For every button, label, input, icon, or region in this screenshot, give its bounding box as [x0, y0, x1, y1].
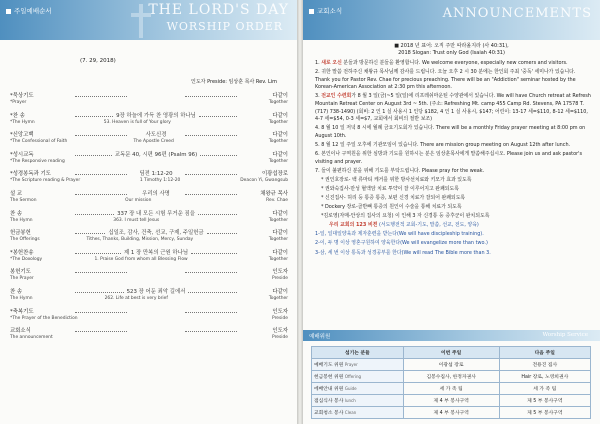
order-item-en: [78, 316, 240, 321]
order-label-en: *The Doxology: [10, 256, 43, 262]
notice-number: 7.: [315, 167, 320, 174]
order-leader-en: Preside: [272, 276, 288, 282]
leader-dots: [75, 269, 127, 273]
vision-item: 2-이, 두 명 이상 영혼구원하여 양육한다(We will evangelize more than two.): [315, 240, 488, 247]
order-row: [10, 90, 288, 110]
order-leader: 인도자: [272, 308, 288, 315]
order-item-en: 1 Timothy 1:12-20: [139, 178, 181, 184]
prayer-request: * Dockery 장로-골반뼈 통증의 원인이 수술을 통해 치료가 되도록: [321, 204, 462, 211]
order-label-en: *The Scripture reading & Prayer: [10, 178, 81, 184]
duty-section-title: 예배위원: [309, 334, 331, 340]
order-label-en: The Prayer: [10, 276, 34, 282]
order-item-en: [26, 100, 240, 105]
order-row: [10, 266, 288, 286]
order-leader: 인도자: [272, 328, 288, 335]
notice-number: 2.: [315, 69, 320, 76]
order-leader: 다같이: [272, 93, 288, 99]
duty-role: [312, 371, 404, 383]
order-item-en: Our mission: [125, 197, 152, 203]
leader-dots: [75, 152, 112, 156]
order-leader: 다같이: [272, 249, 289, 256]
leader-dots: [185, 328, 237, 332]
order-row: [10, 247, 288, 267]
leader-dots: [75, 250, 121, 254]
duty-role-kr: 예배기도 위원: [314, 363, 344, 368]
section-tag: [309, 6, 342, 15]
notice-item: [315, 125, 591, 140]
order-item-en: 363. I must tell Jesus: [113, 217, 160, 223]
notice-item: [315, 60, 591, 68]
order-leader-en: Rev. Chae: [266, 197, 288, 203]
prayer-request: * 권인호장로- 백 류마티 케거를 위한 방사선치료와 키모가 효과 있도록: [321, 176, 472, 183]
order-item: 9장 하늘에 가득 찬 영광의 하나님: [116, 112, 196, 119]
left-header-banner: [0, 0, 297, 40]
order-leader-en: Together: [268, 237, 288, 243]
duty-next-week: Hair 장로, 노영희권사: [499, 371, 590, 383]
order-label-en: *The Responsive reading: [10, 158, 65, 164]
order-label: *찬 송: [10, 112, 25, 119]
notice-text: 귀한 말씀 전하주신 채왕규 목사님께 감사를 드립니다. 오늘 오후 2 시 30 분에는 한인회 주최 '중독' 세미나가 있습니다.: [321, 69, 576, 76]
notice-number: 6.: [315, 151, 320, 158]
leader-dots: [75, 171, 127, 175]
order-leader-en: Preside: [272, 315, 288, 321]
order-item-en: The Apostle Creed: [133, 139, 174, 145]
worship-order-list: [10, 90, 288, 345]
notice-text: 8 월 10 일 저녁 8 시에 월례 금요기도회가 있습니다. There will be a monthly Friday prayer meeting at 8:00 pm on August 10th.: [315, 125, 586, 139]
vision-title: 우리 교회의 123 비젼: [329, 222, 378, 229]
notice-text-en: We welcome everyone, especially new comers and visitors.: [422, 60, 568, 66]
order-label: 설 교: [10, 190, 23, 197]
duty-row: [312, 383, 591, 395]
order-label-en: *The Hymn: [10, 119, 35, 125]
order-leader-en: Together: [268, 256, 288, 262]
leader-dots: [185, 93, 237, 97]
duty-next-week: 세 가 족 팀: [499, 383, 590, 395]
order-leader: 다같이: [272, 230, 288, 237]
order-row: [10, 149, 288, 169]
duty-role-en: Offering: [344, 374, 362, 379]
leader-dots: [207, 230, 237, 234]
order-item: 십일조, 감사, 건축, 선교, 구제, 주일헌금: [108, 230, 204, 237]
notice-text: 8 월 12 일 주일 오후에 기관모임이 있습니다. There are mission group meeting on August 12th after lunch.: [321, 141, 571, 148]
order-leader: 다같이: [272, 112, 289, 119]
order-leader-en: Together: [268, 100, 288, 105]
leader-dots: [75, 309, 127, 313]
duty-this-week: 세 가 족 팀: [403, 383, 499, 395]
order-label-en: The Hymn: [10, 217, 33, 223]
notice-text: 분들과 방문하신 분들을 환영합니다.: [341, 60, 421, 66]
leader-dots: [75, 211, 114, 215]
duty-role-en: lunch: [344, 398, 356, 403]
header-title: THE LORD'S DAY: [148, 2, 289, 18]
leader-dots: [200, 152, 237, 156]
order-item-en: [53, 335, 240, 340]
order-label: 봉헌기도: [10, 269, 31, 276]
order-item: 딤전 1:12-20: [139, 171, 173, 178]
vision-heading: [315, 222, 591, 230]
duty-role-kr: 교회청소 봉사: [314, 411, 344, 416]
order-row: [10, 306, 288, 326]
vision-subtitle: (서도행전적 교회-기도, 말씀, 선교, 전도, 양육): [378, 222, 479, 229]
order-item: 제 1 장 만복의 근원 하나님: [123, 249, 189, 256]
duty-section-bar: [303, 330, 600, 341]
section-tag: [6, 6, 52, 15]
duty-role: [312, 395, 404, 407]
duty-role: [312, 407, 404, 419]
slogan-kr: ■ 2018 년 표어: 오직 주만 따라올지라 (사 40:31),: [394, 43, 509, 49]
duty-table: [311, 346, 591, 419]
leader-dots: [198, 211, 237, 215]
duty-header-cell: 다음 주일: [499, 347, 590, 359]
notice-highlight: 전교인 수련회: [321, 93, 352, 100]
order-label-en: The announcement: [10, 335, 53, 341]
order-row: [10, 325, 288, 345]
order-row: [10, 188, 288, 208]
order-leader-en: Together: [268, 139, 288, 145]
notice-item: [315, 168, 591, 176]
order-item-en: [65, 159, 240, 164]
order-leader: 다같이: [272, 151, 289, 158]
section-tag-label: 교회소식: [317, 7, 343, 15]
notice-item: [315, 93, 591, 123]
duty-row: [312, 407, 591, 419]
leader-dots: [185, 191, 237, 195]
duty-role-en: Guide: [344, 386, 357, 391]
notice-number: 3.: [315, 93, 320, 100]
order-item-en: Tithes, Thanks, Building, Mission, Mercy, Sunday: [86, 237, 194, 243]
duty-this-week: 김봉수집사, 한정자권사: [403, 371, 499, 383]
order-item: 교독문 40, 시편 96편 (Psalm 96): [114, 151, 198, 158]
duty-header-row: [312, 347, 591, 359]
notice-item: [315, 151, 591, 166]
leader-dots: [188, 289, 237, 293]
order-row: [10, 286, 288, 306]
duty-next-week: 제 5 부 봉사구역: [499, 407, 590, 419]
duty-role-kr: 헌금봉헌 위원: [314, 375, 344, 380]
order-row: [10, 168, 288, 188]
leader-dots: [75, 132, 127, 136]
duty-header-cell: 섬기는 분들: [312, 347, 404, 359]
leader-dots: [185, 269, 237, 273]
duty-header-cell: 이번 주일: [403, 347, 499, 359]
leader-dots: [185, 132, 237, 136]
order-label-en: *Prayer: [10, 100, 27, 105]
notice-number: 4.: [315, 125, 320, 132]
prayer-request: *김로영(자매-안상의 집사의 요청) 이 인해 3 자 신경통 등 증후군이 완치되도록: [321, 213, 490, 220]
order-leader: 다같이: [272, 288, 288, 295]
order-leader: 인도자: [272, 269, 288, 276]
order-item: 우리의 사명: [142, 190, 170, 197]
order-item: 523 장 어둔 죄악 길에서: [126, 288, 186, 295]
duty-role-kr: 에배안내 위원: [314, 387, 344, 392]
order-label: *봉헌찬송: [10, 249, 34, 256]
leader-dots: [191, 250, 237, 254]
duty-this-week: 이광섭 장로: [403, 359, 499, 371]
order-label: *신앙고백: [10, 132, 34, 139]
order-leader: 채왕규 목사: [260, 190, 288, 197]
order-item-en: 262. Life at best is very brief: [104, 295, 168, 301]
order-leader-en: Preside: [272, 335, 288, 341]
notice-item: [315, 142, 591, 150]
leader-dots: [185, 171, 237, 175]
order-label: *성경봉독과 기도: [10, 171, 51, 178]
slogan-en: 2018 Slogan: Trust only God (Isaiah 40:31): [398, 50, 505, 56]
order-item: 사도신경: [145, 132, 167, 139]
section-tag-label: 주일예배순서: [14, 7, 52, 15]
order-leader-en: Together: [268, 217, 288, 223]
order-row: [10, 110, 288, 130]
order-row: [10, 208, 288, 228]
presider-line: 인도자 Preside: 임상훈 목사 Rev. Lim: [191, 79, 277, 85]
order-leader: 다같이: [272, 132, 288, 139]
duty-role-en: Clean: [344, 410, 357, 415]
leader-dots: [185, 309, 237, 313]
order-row: [10, 129, 288, 149]
notice-number: 5.: [315, 141, 320, 148]
duty-row: [312, 359, 591, 371]
order-label: *축복기도: [10, 308, 34, 315]
order-label: 찬 송: [10, 288, 23, 295]
duty-row: [312, 395, 591, 407]
duty-this-week: 제 4 부 봉사구역: [403, 395, 499, 407]
order-label: *묵상기도: [10, 93, 34, 99]
notice-text: 본인이나 구역원을 위한 심방과 기도를 원하시는 분은 임상훈목사에게 말씀해주십시오. Please join us and ask pastor's visiting and prayer.: [315, 151, 582, 165]
header-subtitle: WORSHIP ORDER: [166, 20, 283, 33]
order-item-en: 1. Praise God from whom all Blessing Flow: [94, 256, 188, 262]
duty-role: [312, 383, 404, 395]
leader-dots: [199, 113, 237, 117]
service-date: (7. 29, 2018): [80, 58, 116, 64]
header-title: ANNOUNCEMENTS: [442, 6, 592, 21]
order-label-en: The Hymn: [10, 295, 33, 301]
prayer-request: * 권와숙집사-만성 혈액암 치료 투약이 잘 이루어지고 완쾌되도록: [321, 185, 459, 192]
order-leader: 다같이: [272, 210, 289, 217]
order-label-en: *The Prayer of the Benediction: [10, 315, 78, 321]
order-label: 찬 송: [10, 210, 23, 217]
notice-item: [315, 69, 591, 92]
order-label: 헌금봉헌: [10, 230, 31, 237]
right-header-banner: [303, 0, 600, 40]
vision-item: 1-일, 일대일양육과 제자훈련을 받는다(We will have discipleship training).: [315, 231, 484, 238]
notice-text: 들이 불편하신 분을 위해 기도를 부탁드립니다. Please pray for the weak.: [321, 167, 485, 174]
order-label: 교회소식: [10, 328, 31, 335]
duty-this-week: 제 4 부 봉사구역: [403, 407, 499, 419]
duty-role-en: Prayer: [344, 362, 358, 367]
duty-role-kr: 점심식사 봉사: [314, 399, 344, 404]
duty-next-week: 제 5 부 봉사구역: [499, 395, 590, 407]
notice-number: 1.: [315, 60, 320, 66]
duty-role: [312, 359, 404, 371]
notice-text-en: Thank you for Pastor Rev. Chae for precious preaching. There will be an "Addiction" seminar hosted by the Korean-American Association at 2:30 pm this afternoon.: [315, 76, 576, 91]
order-label-en: The Offerings: [10, 237, 40, 243]
announcements-page: [303, 0, 600, 424]
order-leader-en: Together: [268, 119, 288, 125]
duty-next-week: 전용진 집사: [499, 359, 590, 371]
leader-dots: [75, 289, 124, 293]
prayer-request: * 신진집사- 허리 등 통증 통증, 보편 신경 치료가 잘되어 완쾌되도록: [321, 195, 466, 201]
slogan: [303, 43, 600, 57]
leader-dots: [75, 230, 105, 234]
leader-dots: [75, 93, 127, 97]
order-label: *성시교독: [10, 151, 34, 158]
leader-dots: [75, 113, 113, 117]
leader-dots: [75, 191, 127, 195]
order-item: 337 장 내 모든 시험 무거운 짐을: [117, 210, 195, 217]
order-row: [10, 227, 288, 247]
order-item-en: [34, 276, 240, 281]
order-leader-en: Together: [268, 295, 288, 301]
duty-row: [312, 371, 591, 383]
order-leader-en: Together: [268, 158, 288, 164]
duty-section-title-en: Worship Service: [542, 332, 588, 338]
notice-list: [315, 60, 591, 259]
vision-item: 3-삼, 세 번 이상 통독과 성경공부를 한다(We will read The Bible more than 3.: [315, 249, 491, 256]
order-label-en: *The Confessional of Faith: [10, 139, 68, 145]
order-leader: 이광섭장로: [261, 171, 288, 178]
leader-dots: [75, 328, 127, 332]
notice-highlight: 새로 오신: [321, 60, 342, 66]
worship-order-page: [0, 0, 297, 424]
order-leader-en: Deacon Yi, Gwangsub: [240, 178, 288, 184]
order-label-en: The Sermon: [10, 197, 37, 203]
notice-text: 가 8 월 3 일(금)~5 일(일)에 리프레쉬마운틴 수양관에서 있습니다. We will have Church retreat at Refresh Mountain Retreat Center on August 3rd ~ 5th. (주소: Refreshing Mt. camp 455 Camp Rd. Stevens, PA 17578 T. (717) 738-1490) (회비: 2 인 1 실 사용시 1 인당 $182, 4 인 1 실 사용시, $147; 어린이: 13-17 세=$110, 8-12 세=$110, 4-7 세=$54, 0-3 세=$7, 교회에서 회비의 절반 보조): [315, 93, 591, 123]
order-item-en: 53. Heaven is full of Your glory: [103, 119, 171, 125]
